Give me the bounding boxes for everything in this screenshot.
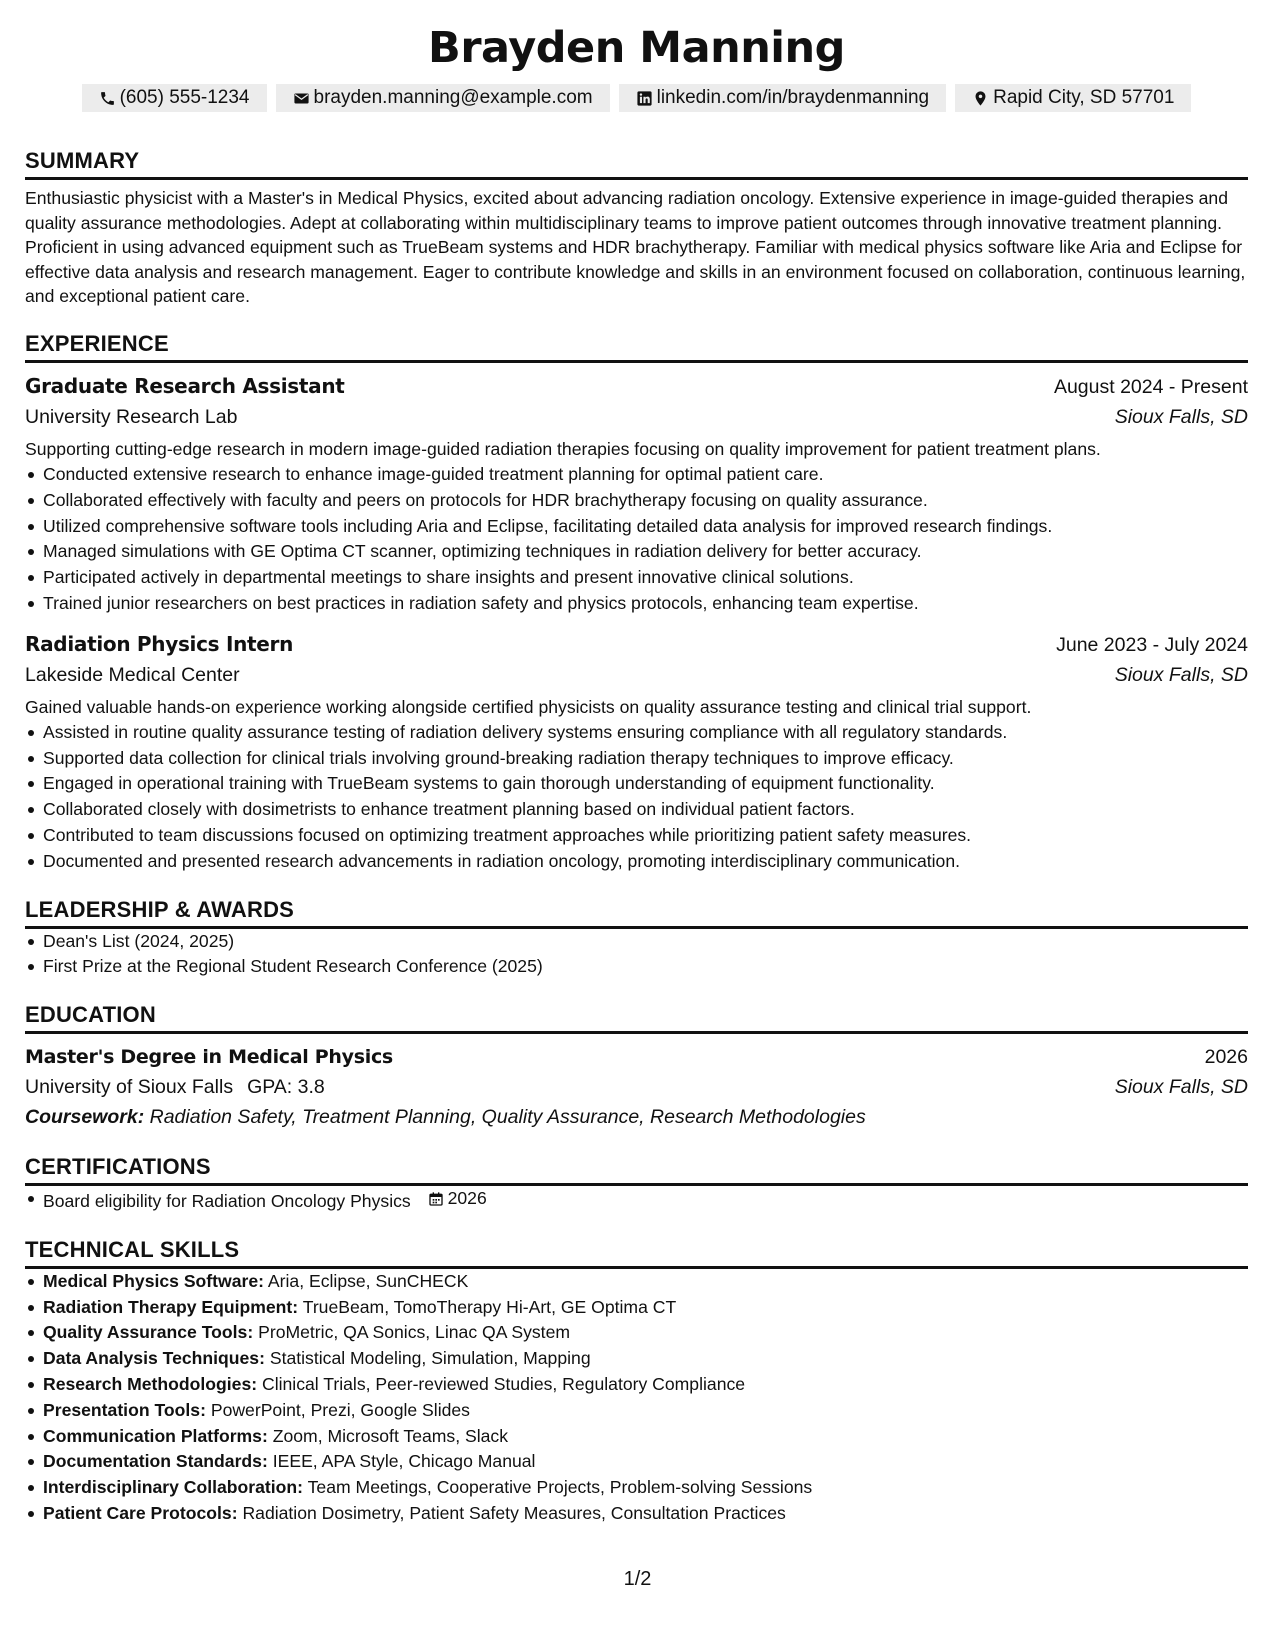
coursework	[25, 1102, 1248, 1132]
list-item: Supported data collection for clinical trials involving ground-breaking radiation therapy techniques to improve efficacy.	[43, 746, 1248, 772]
skill-label: Quality Assurance Tools:	[43, 1322, 254, 1343]
coursework-label: Coursework:	[25, 1106, 145, 1129]
job-description: Gained valuable hands-on experience working alongside certified physicists on quality assurance testing and clinical trial support.	[25, 696, 1032, 717]
list-item	[43, 1320, 1248, 1346]
job-organization: Lakeside Medical Center	[25, 663, 240, 686]
list-item	[43, 1424, 1248, 1450]
list-item	[43, 1186, 1248, 1215]
awards-list	[25, 929, 1248, 981]
skills-list	[25, 1269, 1248, 1527]
contact-phone[interactable]	[82, 84, 267, 112]
job-bullets	[25, 720, 1248, 875]
contact-linkedin[interactable]	[619, 84, 947, 112]
skill-value: Team Meetings, Cooperative Projects, Problem-solving Sessions	[307, 1477, 813, 1498]
skill-label: Patient Care Protocols:	[43, 1502, 238, 1523]
summary-heading: SUMMARY	[25, 148, 1248, 180]
skill-value: ProMetric, QA Sonics, Linac QA System	[258, 1322, 571, 1343]
gpa-value: GPA: 3.8	[247, 1076, 325, 1099]
degree-year: 2026	[1204, 1046, 1248, 1069]
awards-section	[25, 897, 1248, 981]
skill-label: Radiation Therapy Equipment:	[43, 1296, 299, 1317]
education-section	[25, 1002, 1248, 1132]
list-item	[43, 1475, 1248, 1501]
certification-name: Board eligibility for Radiation Oncology Physics	[43, 1191, 411, 1212]
certifications-list	[25, 1186, 1248, 1215]
certification-date: 2026	[447, 1188, 487, 1209]
map-pin-icon	[972, 90, 989, 107]
list-item	[43, 1372, 1248, 1398]
summary-section	[25, 148, 1248, 309]
awards-heading: LEADERSHIP & AWARDS	[25, 897, 1248, 929]
location-text: Rapid City, SD 57701	[993, 87, 1175, 108]
job-location: Sioux Falls, SD	[1114, 405, 1248, 428]
list-item: Documented and presented research advancements in radiation oncology, promoting interdisciplinary communication.	[43, 849, 1248, 875]
list-item: Contributed to team discussions focused on optimizing treatment approaches while prioritizing patient safety measures.	[43, 823, 1248, 849]
contact-location	[955, 84, 1191, 112]
skill-label: Research Methodologies:	[43, 1374, 258, 1394]
degree-title: Master's Degree in Medical Physics	[25, 1046, 393, 1069]
coursework-list: Radiation Safety, Treatment Planning, Quality Assurance, Research Methodologies	[149, 1106, 866, 1129]
email-text: brayden.manning@example.com	[313, 87, 593, 108]
list-item: Collaborated closely with dosimetrists to enhance treatment planning based on individual patient factors.	[43, 797, 1248, 823]
phone-text: (605) 555-1234	[119, 87, 250, 108]
list-item: Trained junior researchers on best practices in radiation safety and physics protocols, enhancing team expertise.	[43, 591, 1248, 617]
candidate-name: Brayden Manning	[428, 23, 845, 73]
job-title: Radiation Physics Intern	[25, 631, 294, 656]
list-item: First Prize at the Regional Student Research Conference (2025)	[43, 954, 1248, 980]
list-item: Utilized comprehensive software tools including Aria and Eclipse, facilitating detailed data analysis for improved research findings.	[43, 514, 1248, 540]
skills-section	[25, 1237, 1248, 1527]
job-title: Graduate Research Assistant	[25, 373, 345, 398]
skill-value: IEEE, APA Style, Chicago Manual	[272, 1451, 536, 1472]
page-number: 1/2	[623, 1568, 652, 1590]
envelope-icon	[293, 90, 310, 107]
resume-page	[25, 20, 1248, 1527]
list-item: Dean's List (2024, 2025)	[43, 929, 1248, 955]
job-date: June 2023 - July 2024	[1056, 633, 1248, 656]
list-item: Managed simulations with GE Optima CT scanner, optimizing techniques in radiation delivery for better accuracy.	[43, 539, 1248, 565]
experience-section	[25, 331, 1248, 875]
list-item	[43, 1449, 1248, 1475]
education-heading: EDUCATION	[25, 1002, 1248, 1034]
job-entry	[25, 371, 1248, 617]
skill-value: PowerPoint, Prezi, Google Slides	[210, 1399, 470, 1420]
job-entry	[25, 629, 1248, 875]
skill-label: Communication Platforms:	[43, 1425, 268, 1446]
certifications-section	[25, 1154, 1248, 1215]
skill-label: Data Analysis Techniques:	[43, 1348, 265, 1369]
skill-value: Aria, Eclipse, SunCHECK	[267, 1270, 469, 1291]
skill-value: TrueBeam, TomoTherapy Hi-Art, GE Optima CT	[302, 1296, 677, 1317]
skill-label: Documentation Standards:	[43, 1451, 268, 1472]
linkedin-icon	[636, 90, 653, 107]
contact-email[interactable]	[276, 84, 610, 112]
skill-label: Interdisciplinary Collaboration:	[43, 1477, 304, 1498]
skill-label: Medical Physics Software:	[43, 1270, 264, 1291]
list-item: Assisted in routine quality assurance testing of radiation delivery systems ensuring compliance with all regulatory standards.	[43, 720, 1248, 746]
list-item: Participated actively in departmental meetings to share insights and present innovative clinical solutions.	[43, 565, 1248, 591]
skill-value: Zoom, Microsoft Teams, Slack	[272, 1425, 509, 1446]
job-description: Supporting cutting-edge research in modern image-guided radiation therapies focusing on quality improvement for patient treatment plans.	[25, 438, 1101, 459]
calendar-icon	[428, 1191, 444, 1207]
skill-value: Clinical Trials, Peer-reviewed Studies, Regulatory Compliance	[262, 1374, 746, 1394]
job-organization: University Research Lab	[25, 405, 238, 428]
experience-heading: EXPERIENCE	[25, 331, 1248, 363]
education-entry	[25, 1042, 1248, 1132]
list-item	[43, 1398, 1248, 1424]
list-item	[43, 1295, 1248, 1321]
list-item: Engaged in operational training with TrueBeam systems to gain thorough understanding of equipment functionality.	[43, 771, 1248, 797]
contact-bar	[25, 84, 1248, 112]
school-location: Sioux Falls, SD	[1114, 1076, 1248, 1099]
job-bullets	[25, 462, 1248, 617]
list-item	[43, 1501, 1248, 1527]
list-item	[43, 1346, 1248, 1372]
list-item: Conducted extensive research to enhance image-guided treatment planning for optimal patient care.	[43, 462, 1248, 488]
school-name: University of Sioux Falls	[25, 1076, 234, 1099]
skill-value: Radiation Dosimetry, Patient Safety Measures, Consultation Practices	[242, 1502, 786, 1523]
phone-icon	[99, 90, 116, 107]
linkedin-text: linkedin.com/in/braydenmanning	[656, 87, 930, 108]
list-item: Collaborated effectively with faculty and peers on protocols for HDR brachytherapy focusing on quality assurance.	[43, 488, 1248, 514]
job-date: August 2024 - Present	[1053, 375, 1248, 398]
skills-heading: TECHNICAL SKILLS	[25, 1237, 1248, 1269]
list-item	[43, 1269, 1248, 1295]
skill-value: Statistical Modeling, Simulation, Mapping	[269, 1348, 591, 1369]
job-location: Sioux Falls, SD	[1114, 663, 1248, 686]
skill-label: Presentation Tools:	[43, 1399, 206, 1420]
summary-text: Enthusiastic physicist with a Master's in Medical Physics, excited about advancing radiation oncology. Extensive experience in image-guided therapies and quality assurance methodologies. Adept at collaborating within multidisciplinary teams to improve patient outcomes through innovative treatment planning. Proficient in using advanced equipment such as TrueBeam systems and HDR brachytherapy. Familiar with medical physics software like Aria and Eclipse for effective data analysis and research management. Eager to contribute knowledge and skills in an environment focused on collaboration, continuous learning, and exceptional patient care.	[25, 188, 1246, 307]
certifications-heading: CERTIFICATIONS	[25, 1154, 1248, 1186]
